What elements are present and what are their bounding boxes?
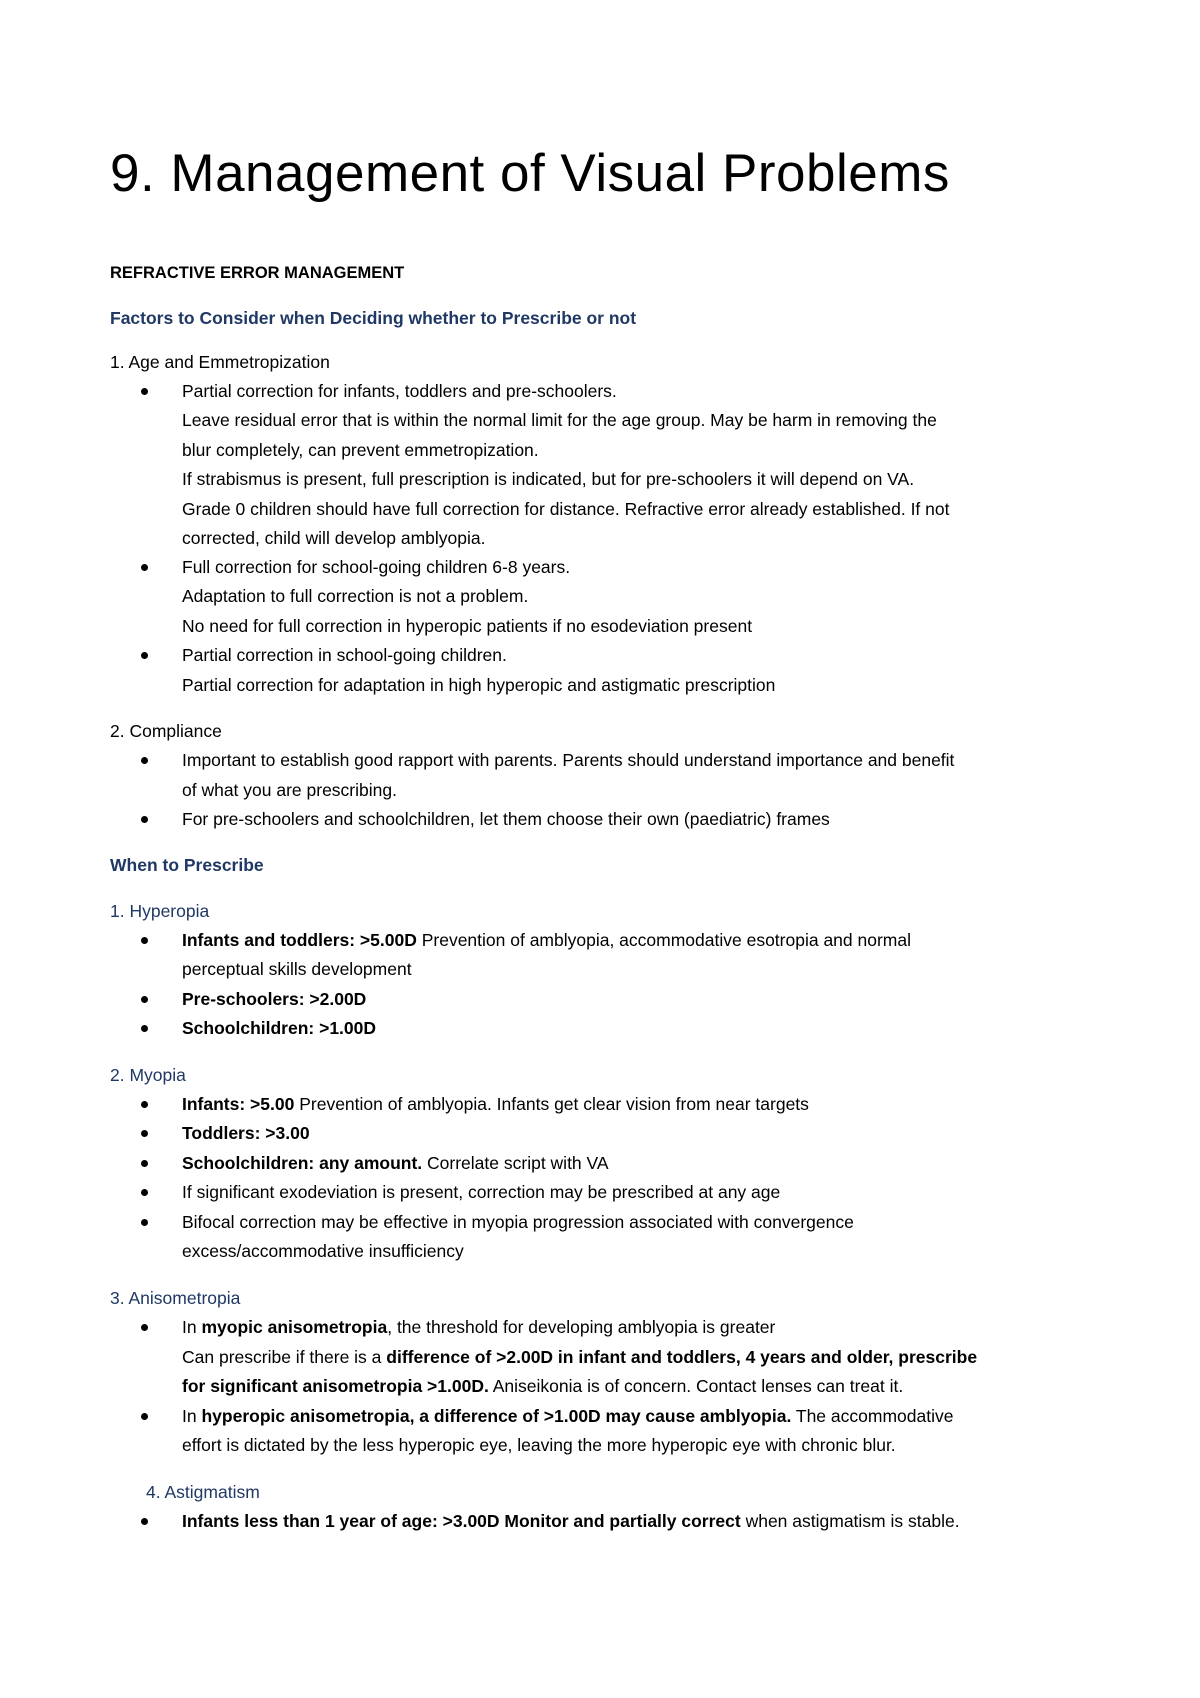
bullet-dot bbox=[141, 1413, 148, 1420]
body-text: Prevention of amblyopia. Infants get clear vision from near targets bbox=[294, 1094, 809, 1114]
list-item-continuation: No need for full correction in hyperopic patients if no esodeviation present bbox=[182, 616, 753, 636]
list-item-continuation: of what you are prescribing. bbox=[182, 780, 397, 800]
bullet-dot bbox=[141, 1219, 148, 1226]
body-text: , the threshold for developing amblyopia is greater bbox=[387, 1317, 776, 1337]
bold-text: hyperopic anisometropia, a difference of >1.00D may cause amblyopia. bbox=[201, 1406, 792, 1426]
bold-text: Infants: >5.00 bbox=[182, 1094, 295, 1114]
hyperopia-subheading: 1. Hyperopia bbox=[110, 901, 210, 921]
bullet-dot bbox=[141, 564, 148, 571]
body-text: Correlate script with VA bbox=[422, 1153, 609, 1173]
list-item: If significant exodeviation is present, correction may be prescribed at any age bbox=[182, 1182, 781, 1202]
list-item-continuation: corrected, child will develop amblyopia. bbox=[182, 528, 486, 548]
list-item: For pre-schoolers and schoolchildren, let them choose their own (paediatric) frames bbox=[182, 809, 830, 829]
factors-heading: Factors to Consider when Deciding whether to Prescribe or not bbox=[110, 308, 637, 328]
compliance-subheading: 2. Compliance bbox=[110, 721, 222, 741]
bold-text: Infants and toddlers: >5.00D bbox=[182, 930, 417, 950]
bold-text: for significant anisometropia >1.00D. bbox=[182, 1376, 489, 1396]
list-item: Toddlers: >3.00 bbox=[182, 1123, 310, 1143]
list-item: Partial correction for infants, toddlers and pre-schoolers. bbox=[182, 381, 617, 401]
body-text: In bbox=[182, 1317, 202, 1337]
list-item bbox=[182, 1150, 609, 1176]
bullet-dot bbox=[141, 1518, 148, 1525]
list-item: Partial correction in school-going children. bbox=[182, 645, 507, 665]
list-item-continuation: Adaptation to full correction is not a problem. bbox=[182, 586, 529, 606]
list-item-continuation: Grade 0 children should have full correction for distance. Refractive error already established. If not bbox=[182, 499, 950, 519]
bullet-dot bbox=[141, 757, 148, 764]
list-item bbox=[182, 1403, 953, 1429]
bullet-dot bbox=[141, 1324, 148, 1331]
anisometropia-subheading: 3. Anisometropia bbox=[110, 1288, 241, 1308]
list-item: Bifocal correction may be effective in myopia progression associated with convergence bbox=[182, 1212, 854, 1232]
list-item-continuation bbox=[182, 1344, 977, 1370]
body-text: when astigmatism is stable. bbox=[740, 1511, 960, 1531]
bullet-dot bbox=[141, 1160, 148, 1167]
list-item-continuation: blur completely, can prevent emmetropization. bbox=[182, 440, 539, 460]
list-item bbox=[182, 1091, 809, 1117]
list-item: Important to establish good rapport with parents. Parents should understand importance and benefit bbox=[182, 750, 955, 770]
list-item-continuation: effort is dictated by the less hyperopic eye, leaving the more hyperopic eye with chronic blur. bbox=[182, 1435, 896, 1455]
bullet-dot bbox=[141, 1189, 148, 1196]
body-text: Can prescribe if there is a bbox=[182, 1347, 387, 1367]
body-text: Prevention of amblyopia, accommodative esotropia and normal bbox=[416, 930, 911, 950]
bullet-dot bbox=[141, 388, 148, 395]
section-heading: REFRACTIVE ERROR MANAGEMENT bbox=[110, 264, 405, 282]
list-item-continuation: excess/accommodative insufficiency bbox=[182, 1241, 464, 1261]
myopia-subheading: 2. Myopia bbox=[110, 1065, 186, 1085]
body-text: In bbox=[182, 1406, 202, 1426]
bold-text: Infants less than 1 year of age: >3.00D Monitor and partially correct bbox=[182, 1511, 741, 1531]
list-item-continuation: perceptual skills development bbox=[182, 959, 412, 979]
bold-text: Schoolchildren: any amount. bbox=[182, 1153, 423, 1173]
list-item-continuation bbox=[182, 1373, 903, 1399]
list-item-continuation: Leave residual error that is within the normal limit for the age group. May be harm in removing the bbox=[182, 410, 937, 430]
astigmatism-subheading: 4. Astigmatism bbox=[146, 1482, 260, 1502]
when-heading: When to Prescribe bbox=[110, 855, 264, 875]
list-item-continuation: Partial correction for adaptation in high hyperopic and astigmatic prescription bbox=[182, 675, 776, 695]
list-item: Schoolchildren: >1.00D bbox=[182, 1018, 377, 1038]
bullet-dot bbox=[141, 1025, 148, 1032]
bold-text: difference of >2.00D in infant and toddlers, 4 years and older, prescribe bbox=[386, 1347, 978, 1367]
page-title: 9. Management of Visual Problems bbox=[110, 144, 950, 203]
list-item: Full correction for school-going children 6-8 years. bbox=[182, 557, 571, 577]
list-item bbox=[182, 1508, 960, 1534]
bullet-dot bbox=[141, 996, 148, 1003]
bold-text: myopic anisometropia bbox=[201, 1317, 388, 1337]
bullet-dot bbox=[141, 1130, 148, 1137]
bullet-dot bbox=[141, 816, 148, 823]
age-subheading: 1. Age and Emmetropization bbox=[110, 352, 330, 372]
list-item: Pre-schoolers: >2.00D bbox=[182, 989, 367, 1009]
list-item-continuation: If strabismus is present, full prescription is indicated, but for pre-schoolers it will depend on VA. bbox=[182, 469, 915, 489]
list-item bbox=[182, 1314, 775, 1340]
bullet-dot bbox=[141, 652, 148, 659]
body-text: The accommodative bbox=[791, 1406, 954, 1426]
bullet-dot bbox=[141, 937, 148, 944]
bullet-dot bbox=[141, 1101, 148, 1108]
body-text: Aniseikonia is of concern. Contact lenses can treat it. bbox=[488, 1376, 904, 1396]
list-item bbox=[182, 927, 911, 953]
